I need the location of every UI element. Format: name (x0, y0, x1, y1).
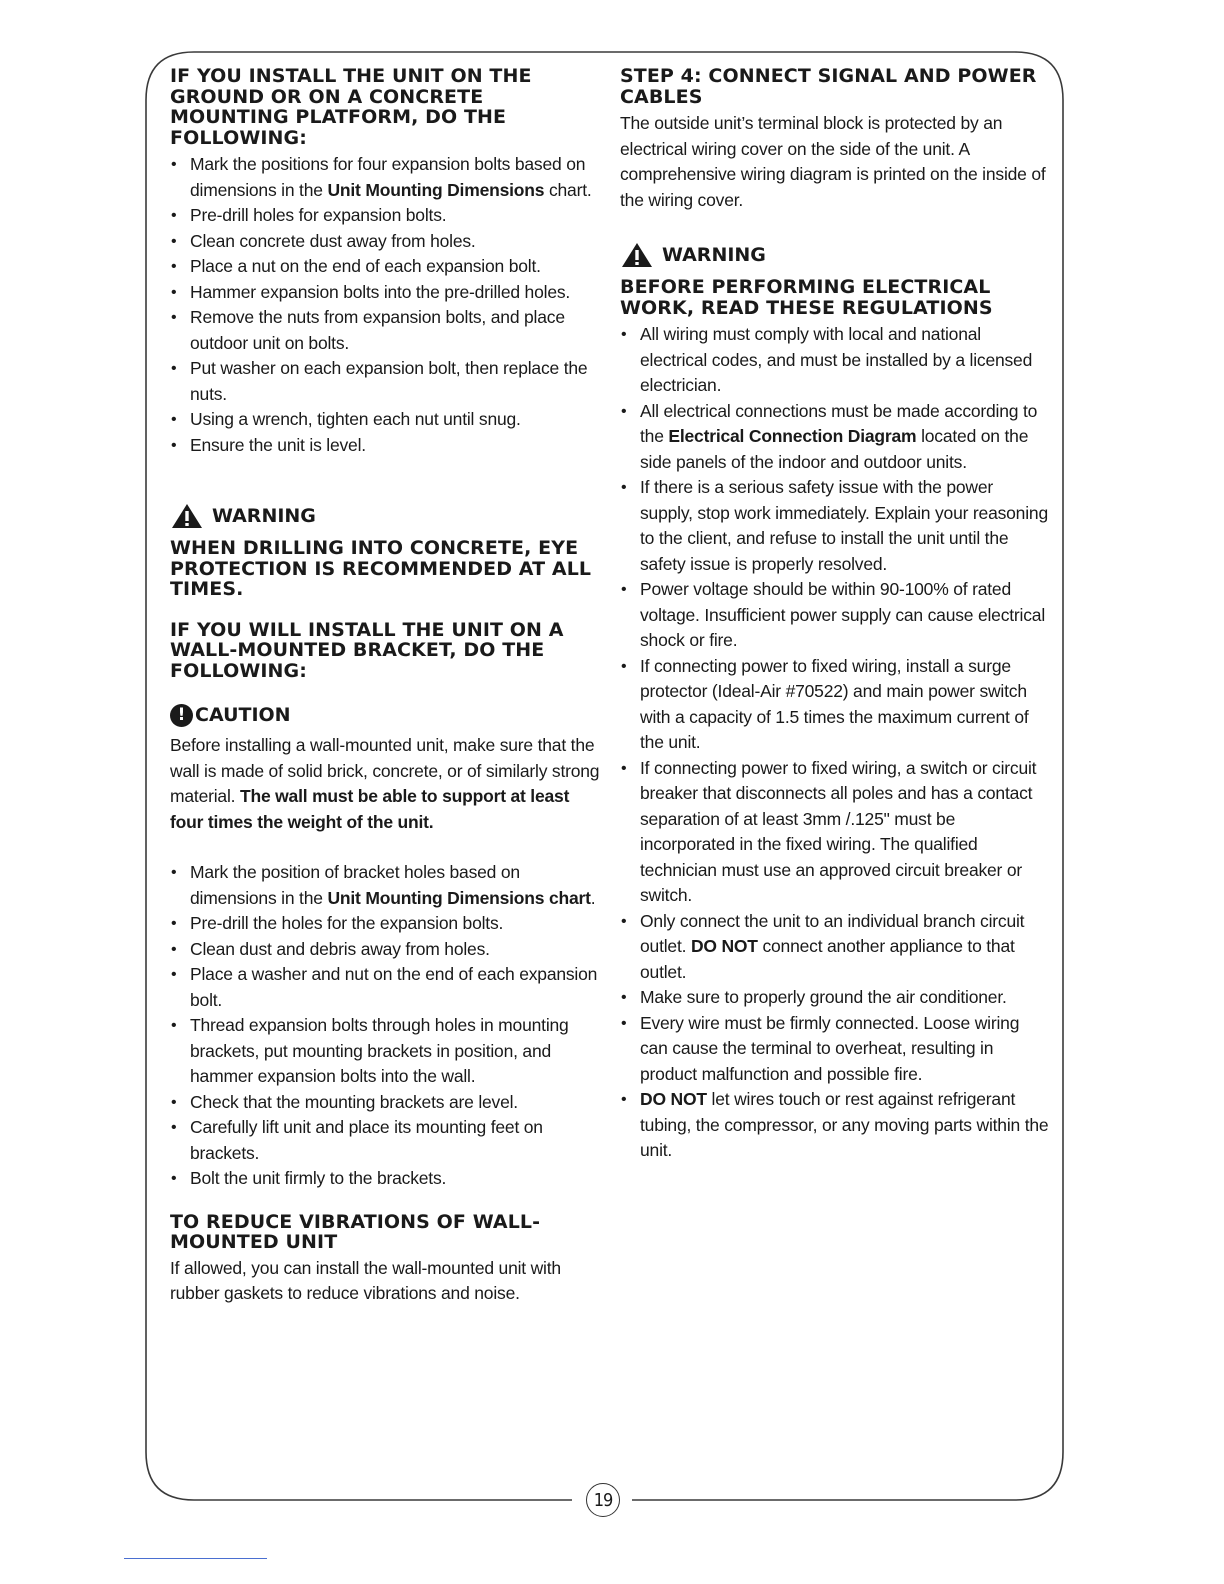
list-item: • Carefully lift unit and place its mounting feet on brackets. (170, 1115, 606, 1166)
list-item: • Check that the mounting brackets are level. (170, 1090, 606, 1116)
list-item: • Only connect the unit to an individual branch circuit outlet. DO NOT connect another appliance to that outlet. (620, 909, 1050, 986)
right-column (620, 66, 1050, 1164)
page-number: 19 (586, 1483, 620, 1517)
list-item: • Mark the position of bracket holes based on dimensions in the Unit Mounting Dimensions chart. (170, 860, 606, 911)
wall-install-heading: IF YOU WILL INSTALL THE UNIT ON A WALL-MOUNTED BRACKET, DO THE FOLLOWING: (170, 618, 564, 682)
list-item: • Mark the positions for four expansion bolts based on dimensions in the Unit Mounting Dimensions chart. (170, 152, 606, 203)
warning-title: WARNING (170, 502, 606, 530)
list-item: • If connecting power to fixed wiring, a switch or circuit breaker that disconnects all poles and has a contact separation of at least 3mm /.125" must be incorporated in the fixed wiring. The qualified technician must use an approved circuit breaker or switch. (620, 756, 1050, 909)
vibration-heading: TO REDUCE VIBRATIONS OF WALL-MOUNTED UNIT (170, 1210, 541, 1253)
list-item: • Bolt the unit firmly to the brackets. (170, 1166, 606, 1192)
list-item: • Remove the nuts from expansion bolts, and place outdoor unit on bolts. (170, 305, 606, 356)
warning-text: WHEN DRILLING INTO CONCRETE, EYE PROTECTION IS RECOMMENDED AT ALL TIMES. (170, 537, 592, 600)
step4-heading: STEP 4: CONNECT SIGNAL AND POWER CABLES (620, 65, 1037, 108)
ground-install-steps (170, 152, 606, 458)
list-item: • Clean dust and debris away from holes. (170, 937, 606, 963)
list-item: • Hammer expansion bolts into the pre-drilled holes. (170, 280, 606, 306)
caution-icon: ! (170, 704, 193, 727)
list-item: • Make sure to properly ground the air conditioner. (620, 985, 1050, 1011)
list-item: • Clean concrete dust away from holes. (170, 229, 606, 255)
vibration-text: If allowed, you can install the wall-mounted unit with rubber gaskets to reduce vibrations and noise. (170, 1257, 561, 1303)
left-column (170, 66, 606, 1307)
list-item: • Pre-drill holes for expansion bolts. (170, 203, 606, 229)
list-item: • Thread expansion bolts through holes in mounting brackets, put mounting brackets in position, and hammer expansion bolts into the wall. (170, 1013, 606, 1090)
list-item: • If connecting power to fixed wiring, install a surge protector (Ideal-Air #70522) and main power switch with a capacity of 1.5 times the maximum current of the unit. (620, 654, 1050, 756)
list-item: • Ensure the unit is level. (170, 433, 606, 459)
list-item: • All wiring must comply with local and national electrical codes, and must be installed by a licensed electrician. (620, 322, 1050, 399)
warning-title: WARNING (620, 241, 1050, 269)
regulations-heading: BEFORE PERFORMING ELECTRICAL WORK, READ THESE REGULATIONS (620, 276, 993, 319)
ground-install-heading: IF YOU INSTALL THE UNIT ON THE GROUND OR ON A CONCRETE MOUNTING PLATFORM, DO THE FOLLOWING: (170, 65, 532, 149)
list-item: • DO NOT let wires touch or rest against refrigerant tubing, the compressor, or any moving parts within the unit. (620, 1087, 1050, 1164)
list-item: • Place a nut on the end of each expansion bolt. (170, 254, 606, 280)
list-item: • Place a washer and nut on the end of each expansion bolt. (170, 962, 606, 1013)
list-item: • Every wire must be firmly connected. Loose wiring can cause the terminal to overheat, resulting in product malfunction and possible fire. (620, 1011, 1050, 1088)
list-item: • If there is a serious safety issue with the power supply, stop work immediately. Explain your reasoning to the client, and refuse to install the unit until the safety issue is properly resolved. (620, 475, 1050, 577)
list-item: • Pre-drill the holes for the expansion bolts. (170, 911, 606, 937)
list-item: • All electrical connections must be made according to the Electrical Connection Diagram located on the side panels of the indoor and outdoor units. (620, 399, 1050, 476)
caution-text: Before installing a wall-mounted unit, make sure that the wall is made of solid brick, concrete, or of similarly strong material. The wall must be able to support at least four times the weight of the unit. (170, 735, 600, 832)
list-item: • Using a wrench, tighten each nut until snug. (170, 407, 606, 433)
regulations-list (620, 322, 1050, 1164)
list-item: • Power voltage should be within 90-100% of rated voltage. Insufficient power supply can cause electrical shock or fire. (620, 577, 1050, 654)
wall-install-steps (170, 860, 606, 1192)
footer-divider (124, 1558, 267, 1559)
step4-text: The outside unit’s terminal block is protected by an electrical wiring cover on the side of the unit. A comprehensive wiring diagram is printed on the inside of the wiring cover. (620, 113, 1046, 210)
warning-triangle-icon (170, 502, 204, 530)
warning-triangle-icon (620, 241, 654, 269)
caution-title: ! CAUTION (170, 703, 606, 727)
list-item: • Put washer on each expansion bolt, then replace the nuts. (170, 356, 606, 407)
